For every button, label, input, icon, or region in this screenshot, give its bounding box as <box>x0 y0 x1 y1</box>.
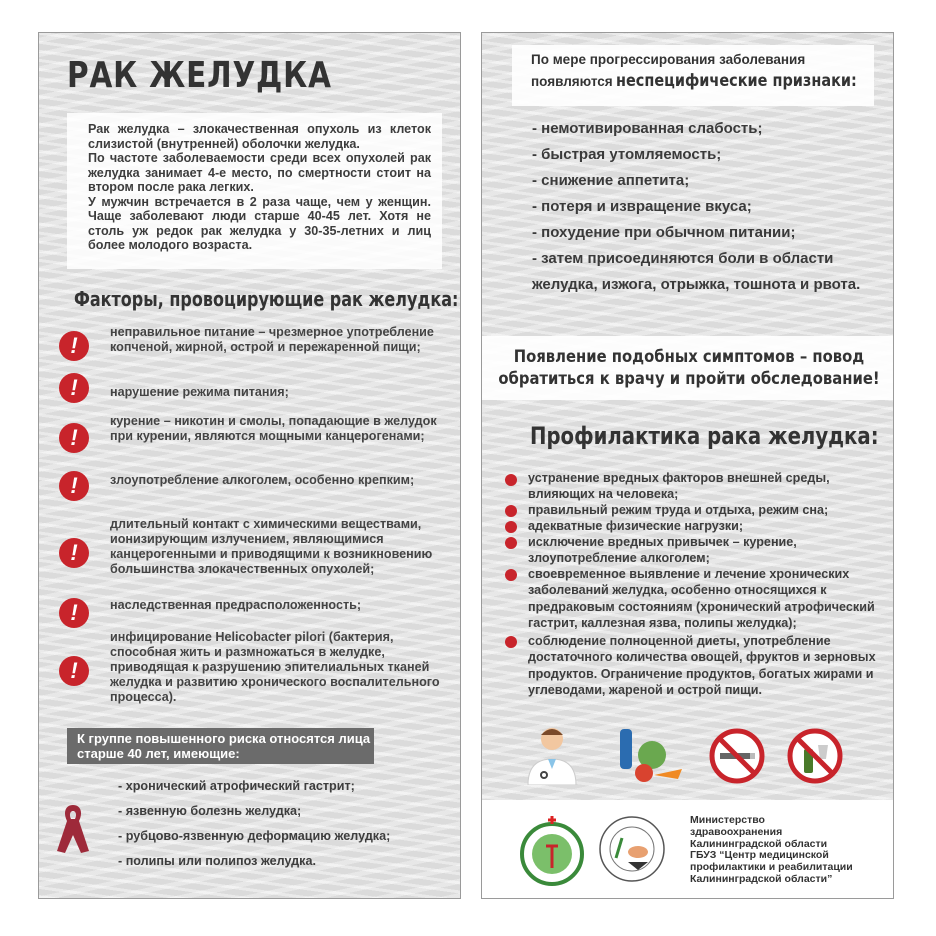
factor-item: инфицирование Helicobacter pilori (бактерия, способная жить и размножаться в желудке, приводящая к разрушению эпителиальных тканей желудка и развитию хронического воспалительного процесса). <box>110 630 440 704</box>
intro-p2: По частоте заболеваемости среди всех опухолей рак желудка занимает 4-е место, по смертности стоит на втором после рака легких. <box>88 151 431 194</box>
bullet-dot-icon <box>505 474 517 486</box>
footer <box>482 800 894 899</box>
doctor-icon <box>522 723 582 785</box>
intro-text <box>88 122 431 253</box>
exclamation-icon: ! <box>59 373 89 403</box>
center-logo <box>598 814 666 884</box>
exclamation-icon: ! <box>59 598 89 628</box>
footer-line: Министерство <box>690 814 765 826</box>
intro-box <box>67 113 442 269</box>
exclamation-icon: ! <box>59 331 89 361</box>
risk-item: - хронический атрофический гастрит; <box>118 779 355 793</box>
risk-item: - язвенную болезнь желудка; <box>118 804 302 818</box>
symptom-item: - похудение при обычном питании; <box>532 224 796 241</box>
exclamation-icon: ! <box>59 656 89 686</box>
no-alcohol-icon <box>786 727 844 790</box>
awareness-ribbon-icon <box>53 801 93 857</box>
bullet-dot-icon <box>505 505 517 517</box>
intro-p1: Рак желудка – злокачественная опухоль из клеток слизистой (внутренней) оболочки желудка. <box>88 122 431 151</box>
bullet-dot-icon <box>505 636 517 648</box>
ministry-logo <box>518 814 586 888</box>
symptoms-header-box <box>512 45 874 106</box>
risk-heading-band <box>67 728 374 764</box>
factor-item: злоупотребление алкоголем, особенно крепким; <box>110 473 415 487</box>
factor-item: длительный контакт с химическими веществами, ионизирующим излучением, являющимися канцерогенными и приводящими к возникновению большинства злокачественных опухолей; <box>110 517 433 576</box>
factor-item: неправильное питание – чрезмерное употребление копченой, жирной, острой и пережаренной пищи; <box>110 325 434 354</box>
symptom-item: - затем присоединяются боли в области желудка, изжога, отрыжка, тошнота и рвота. <box>532 250 861 293</box>
symptom-item: - потеря и извращение вкуса; <box>532 198 752 215</box>
prevention-heading: Профилактика рака желудка: <box>530 422 879 450</box>
prevention-item: правильный режим труда и отдыха, режим сна; <box>528 503 829 517</box>
footer-line: профилактики и реабилитации <box>690 861 853 874</box>
healthy-food-icon <box>614 725 684 785</box>
prevention-item: устранение вредных факторов внешней среды, влияющих на человека; <box>528 471 830 502</box>
bullet-dot-icon <box>505 537 517 549</box>
prevention-item: исключение вредных привычек – курение, злоупотребление алкоголем; <box>528 535 797 566</box>
symptoms-header-line2a: появляются <box>531 74 617 89</box>
symptoms-header-line2b: неспецифические признаки: <box>616 71 858 91</box>
footer-line: Калининградской области” <box>690 872 833 885</box>
exclamation-icon: ! <box>59 538 89 568</box>
symptom-item: - немотивированная слабость; <box>532 120 763 137</box>
footer-line: здравоохранения <box>690 825 783 838</box>
warning-text: Появление подобных симптомов – повод обратиться к врачу и пройти обследование! <box>498 347 880 389</box>
exclamation-icon: ! <box>59 471 89 501</box>
warning-band <box>482 336 894 400</box>
footer-line: ГБУЗ “Центр медицинской <box>690 849 829 862</box>
no-smoking-icon <box>708 727 766 790</box>
factor-item: наследственная предрасположенность; <box>110 598 362 612</box>
footer-org-text <box>690 815 853 886</box>
factor-item: нарушение режима питания; <box>110 385 289 399</box>
left-panel <box>38 32 461 899</box>
risk-item: - полипы или полипоз желудка. <box>118 854 316 868</box>
intro-p3: У мужчин встречается в 2 раза чаще, чем у женщин. Чаще заболевают люди старше 40-45 лет. Хотя не столь уж редок рак желудка у 30-35-летних и лиц более молодого возраста. <box>88 194 431 252</box>
risk-heading: К группе повышенного риска относятся лица старше 40 лет, имеющие: <box>77 731 371 761</box>
symptom-item: - снижение аппетита; <box>532 172 690 189</box>
prevention-item: соблюдение полноценной диеты, употребление достаточного количества овощей, фруктов и зерновых продуктов. Ограничение продуктов, богатых жирами и углеводами, жареной и острой пищи. <box>528 634 876 697</box>
right-panel <box>481 32 894 899</box>
bullet-dot-icon <box>505 569 517 581</box>
footer-line: Калининградской области <box>690 837 828 850</box>
factor-item: курение – никотин и смолы, попадающие в желудок при курении, являются мощными канцерогенами; <box>110 414 437 443</box>
risk-item: - рубцово-язвенную деформацию желудка; <box>118 829 391 843</box>
symptoms-header-line1: По мере прогрессирования заболевания <box>531 52 806 67</box>
exclamation-icon: ! <box>59 423 89 453</box>
prevention-item: своевременное выявление и лечение хронических заболеваний желудка, особенно относящихся к предраковым состояниям (хронический атрофический гастрит, каллезная язва, полипы желудка); <box>528 567 875 630</box>
factors-heading: Факторы, провоцирующие рак желудка: <box>74 287 459 311</box>
bullet-dot-icon <box>505 521 517 533</box>
prevention-item: адекватные физические нагрузки; <box>528 519 744 533</box>
symptom-item: - быстрая утомляемость; <box>532 146 722 163</box>
page-title: РАК ЖЕЛУДКА <box>67 55 332 96</box>
